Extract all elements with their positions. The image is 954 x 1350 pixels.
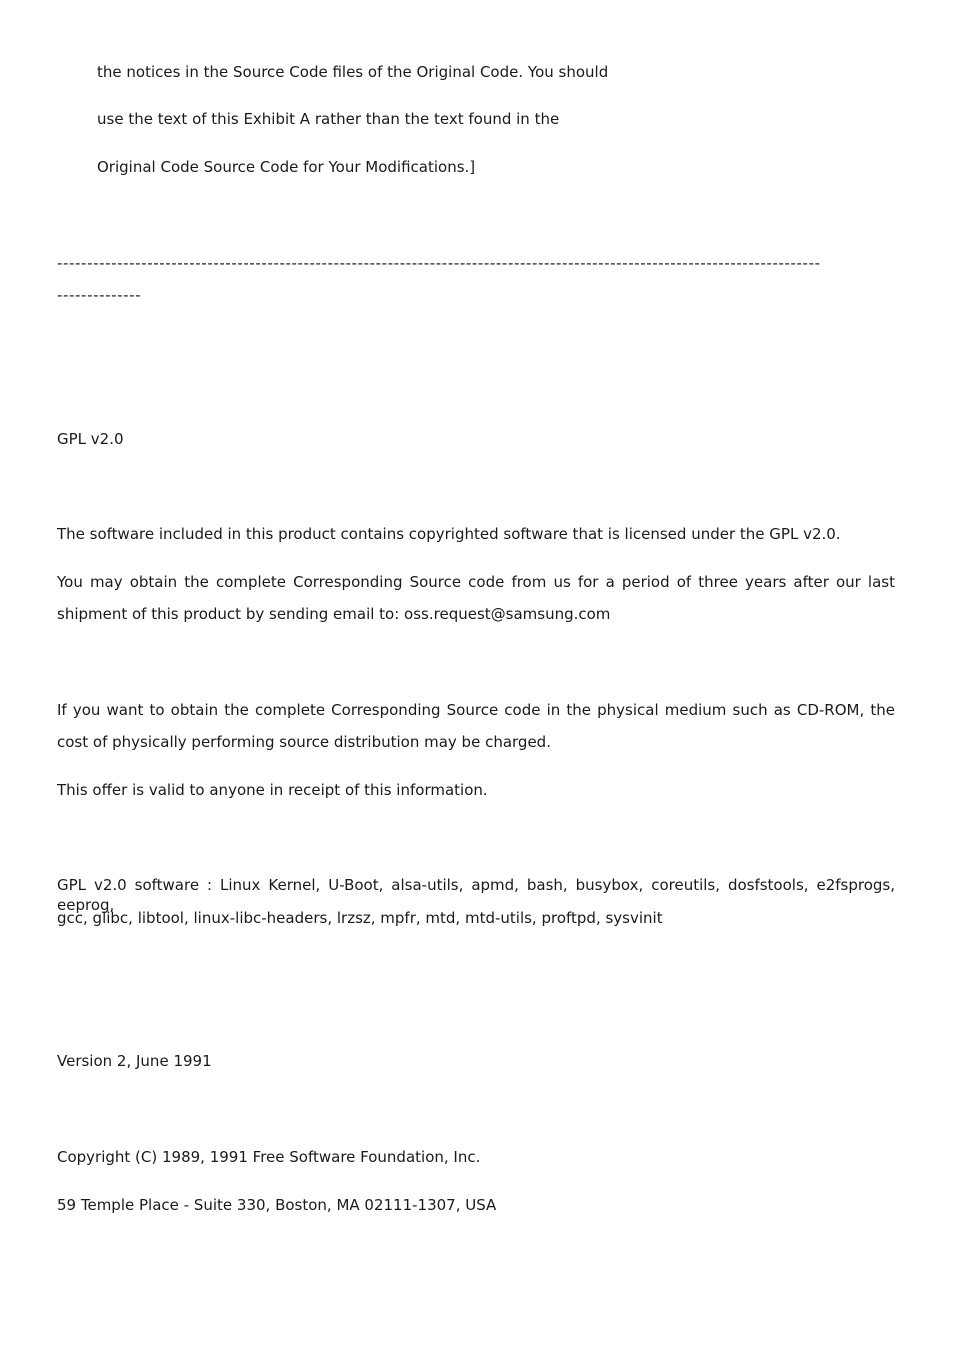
- exhibit-notice-line-1: the notices in the Source Code files of the Original Code. You should: [97, 63, 609, 81]
- exhibit-notice-line-2: use the text of this Exhibit A rather than the text found in the: [97, 110, 560, 128]
- intro-paragraph: The software included in this product contains copyrighted software that is licensed under the GPL v2.0.: [57, 525, 841, 543]
- separator-line-1: -------------------------------------------------------------------------------------------------------------------------------: [57, 254, 821, 272]
- exhibit-notice-line-3: Original Code Source Code for Your Modifications.]: [97, 158, 476, 176]
- software-list-line-2: gcc, glibc, libtool, linux-libc-headers, lrzsz, mpfr, mtd, mtd-utils, proftpd, sysvinit: [57, 909, 663, 927]
- physical-paragraph-line-2: cost of physically performing source distribution may be charged.: [57, 733, 551, 751]
- offer-valid-text: This offer is valid to anyone in receipt of this information.: [57, 781, 488, 799]
- version-text: Version 2, June 1991: [57, 1052, 212, 1070]
- obtain-paragraph-line-2: shipment of this product by sending email to: oss.request@samsung.com: [57, 605, 611, 623]
- separator-line-2: --------------: [57, 286, 142, 304]
- gpl-heading: GPL v2.0: [57, 430, 124, 448]
- software-list-line-1: GPL v2.0 software : Linux Kernel, U-Boot, alsa-utils, apmd, bash, busybox, coreutils, dosfstools, e2fsprogs, eeprog,: [57, 876, 895, 914]
- physical-paragraph-line-1: If you want to obtain the complete Corresponding Source code in the physical medium such as CD-ROM, the: [57, 701, 895, 719]
- copyright-text: Copyright (C) 1989, 1991 Free Software Foundation, Inc.: [57, 1148, 481, 1166]
- obtain-paragraph-line-1: You may obtain the complete Corresponding Source code from us for a period of three years after our last: [57, 573, 895, 591]
- address-text: 59 Temple Place - Suite 330, Boston, MA 02111-1307, USA: [57, 1196, 497, 1214]
